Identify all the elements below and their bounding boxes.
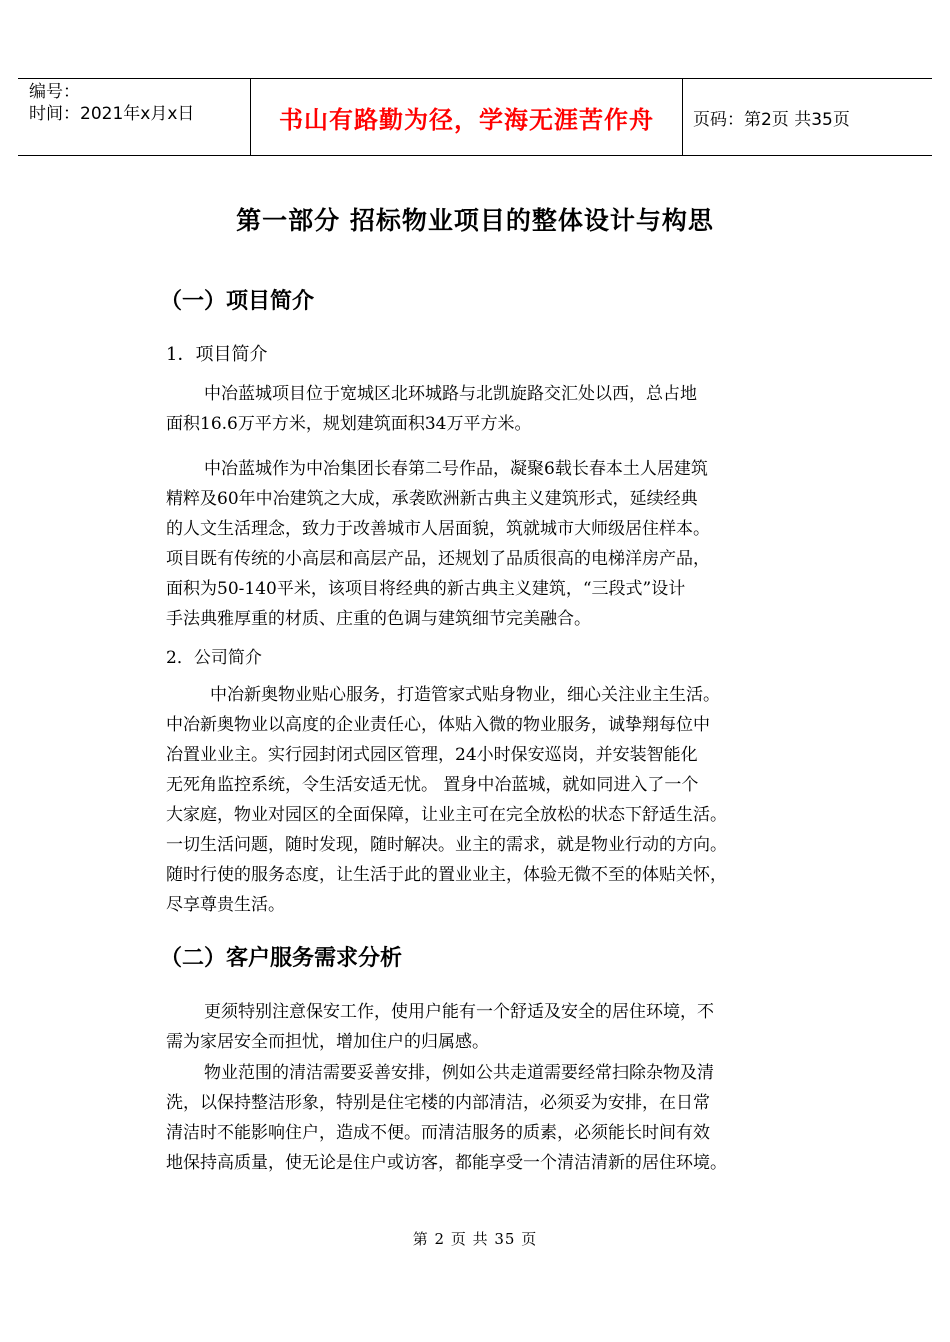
paragraph-line: 更须特别注意保安工作，使用户能有一个舒适及安全的居住环境，不 xyxy=(204,1002,714,1022)
paragraph-line: 无死角监控系统，令生活安适无忧。 置身中冶蓝城，就如同进入了一个 xyxy=(166,775,699,795)
paragraph-line: 清洁时不能影响住户，造成不便。而清洁服务的质素，必须能长时间有效 xyxy=(166,1123,710,1143)
section-heading-customer-needs: （二）客户服务需求分析 xyxy=(160,946,403,971)
paragraph-project-location xyxy=(166,379,794,439)
paragraph-cleaning-needs xyxy=(166,1058,794,1178)
paragraph-line: 一切生活问题，随时发现，随时解决。业主的需求，就是物业行动的方向。 xyxy=(166,835,727,855)
header-page-number: 页码：第2页 共35页 xyxy=(693,109,850,130)
paragraph-line: 尽享尊贵生活。 xyxy=(166,895,285,915)
paragraph-line: 项目既有传统的小高层和高层产品，还规划了品质很高的电梯洋房产品， xyxy=(166,549,710,569)
paragraph-line: 中冶新奥物业以高度的企业责任心，体贴入微的物业服务，诚挚翔每位中 xyxy=(166,715,710,735)
subheading-company-intro: 2．公司简介 xyxy=(166,648,262,668)
header-motto: 书山有路勤为径，学海无涯苦作舟 xyxy=(251,79,683,155)
paragraph-line: 物业范围的清洁需要妥善安排，例如公共走道需要经常扫除杂物及清 xyxy=(204,1063,714,1083)
paragraph-line: 大家庭，物业对园区的全面保障，让业主可在完全放松的状态下舒适生活。 xyxy=(166,805,727,825)
page-footer: 第 2 页 共 35 页 xyxy=(412,1230,538,1248)
paragraph-line: 随时行使的服务态度，让生活于此的置业业主，体验无微不至的体贴关怀， xyxy=(166,865,727,885)
paragraph-line: 地保持高质量，使无论是住户或访客，都能享受一个清洁清新的居住环境。 xyxy=(166,1153,727,1173)
paragraph-company-description xyxy=(166,680,794,920)
paragraph-line: 需为家居安全而担忧，增加住户的归属感。 xyxy=(166,1032,489,1052)
subheading-project-intro: 1．项目简介 xyxy=(166,344,268,365)
paragraph-line: 中冶蓝城项目位于宽城区北环城路与北凯旋路交汇处以西，总占地 xyxy=(204,384,697,404)
header-meta-cell xyxy=(18,79,251,155)
paragraph-line: 手法典雅厚重的材质、庄重的色调与建筑细节完美融合。 xyxy=(166,609,591,629)
page-header xyxy=(18,78,932,156)
document-time-label: 时间：2021年x月x日 xyxy=(29,104,195,124)
paragraph-security-needs xyxy=(166,997,794,1057)
paragraph-line: 中冶新奥物业贴心服务，打造管家式贴身物业，细心关注业主生活。 xyxy=(210,685,720,705)
paragraph-line: 洗，以保持整洁形象，特别是住宅楼的内部清洁，必须妥为安排，在日常 xyxy=(166,1093,710,1113)
paragraph-line: 面积为50-140平米，该项目将经典的新古典主义建筑，“三段式”设计 xyxy=(166,579,686,599)
part-title: 第一部分 招标物业项目的整体设计与构思 xyxy=(236,206,714,235)
paragraph-line: 的人文生活理念，致力于改善城市人居面貌，筑就城市大师级居住样本。 xyxy=(166,519,710,539)
section-heading-project-intro: （一）项目简介 xyxy=(160,289,315,314)
document-number-label: 编号： xyxy=(29,82,80,102)
paragraph-project-description xyxy=(166,454,794,634)
paragraph-line: 冶置业业主。实行园封闭式园区管理，24小时保安巡岗，并安装智能化 xyxy=(166,745,698,765)
paragraph-line: 中冶蓝城作为中冶集团长春第二号作品，凝聚6载长春本土人居建筑 xyxy=(204,459,708,479)
paragraph-line: 面积16.6万平方米，规划建筑面积34万平方米。 xyxy=(166,414,532,434)
paragraph-line: 精粹及60年中冶建筑之大成，承袭欧洲新古典主义建筑形式，延续经典 xyxy=(166,489,698,509)
